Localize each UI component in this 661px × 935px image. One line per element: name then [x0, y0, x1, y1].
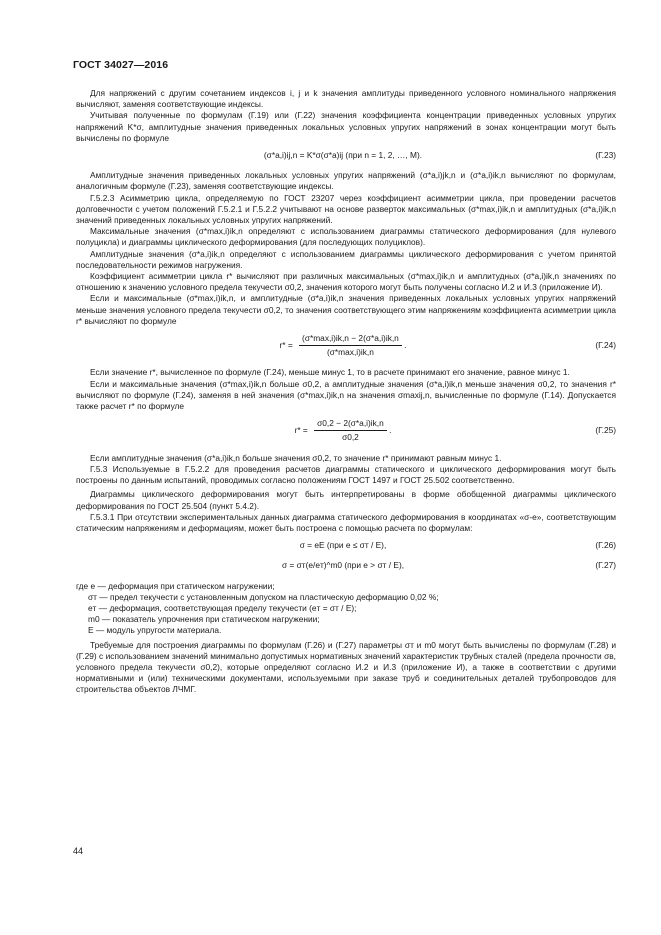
paragraph: Г.5.2.3 Асимметрию цикла, определяемую по ГОСТ 23207 через коэффициент асимметрии цикла, при проведении расчетов долговечности с учетом положений Г.5.2.1 и Г.5.2.2 учитывают на основе разверток максимальных (σ*max,i)ik,n и амплитудных (σ*a,i)ik,n значений приведенных локальных условных упругих напряжений. — [76, 192, 616, 226]
equation-lhs: r* = — [294, 425, 308, 436]
paragraph: Если амплитудные значения (σ*a,i)ik,n больше значения σ0,2, то значение r* принимают равным минус 1. — [90, 452, 502, 463]
equation-number: (Г.26) — [595, 540, 616, 551]
fraction — [314, 418, 387, 443]
paragraph: Для напряжений с другим сочетанием индексов i, j и k значения амплитуды приведенного условного номинального напряжения вычисляют, заменяя соответствующие индексы. — [76, 88, 616, 110]
page-number: 44 — [73, 846, 84, 856]
equation-number: (Г.23) — [595, 150, 616, 161]
definition-item: m0 — показатель упрочнения при статическом нагружении; — [88, 614, 320, 625]
definition-item: где e — деформация при статическом нагружении; — [76, 580, 275, 591]
paragraph: Если и максимальные (σ*max,i)ik,n, и амплитудные (σ*a,i)ik,n значения приведенных локальных условных упругих напряжений меньше значения условного предела текучести σ0,2, то значения соответствующего этим напряжениям коэффициента асимметрии цикла r* вычисляют по формуле — [76, 293, 616, 326]
paragraph: Г.5.3.1 При отсутствии экспериментальных данных диаграмма статического деформирования в координатах «σ-e», соответствующим статическим напряжениям и деформациям, может быть построена с помощью расчета по формулам: — [76, 511, 616, 533]
equation-number: (Г.27) — [595, 560, 616, 571]
page-body — [76, 88, 616, 696]
paragraph: Если значение r*, вычисленное по формуле (Г.24), меньше минус 1, то в расчете принимают его значение, равное минус 1. — [90, 367, 570, 378]
paragraph: Амплитудные значения (σ*a,i)ik,n определяют с использованием диаграммы циклического деформирования с учетом принятой последовательности режимов нагружения. — [76, 248, 616, 270]
fraction — [299, 333, 402, 358]
equation-expression: (σ*a,i)ij,n = K*σ(σ*a)ij (при n = 1, 2, …, M). — [263, 150, 423, 161]
paragraph: Учитывая полученные по формулам (Г.19) или (Г.22) значения коэффициента концентрации приведенных условных упругих напряжений K*σ, амплитудные значения приведенных локальных условных упругих напряжений в зонах концентрации могут быть вычислены по формуле — [76, 110, 616, 143]
equation-lhs: r* = — [279, 339, 293, 350]
equation-tail: . — [389, 425, 392, 436]
paragraph: Если и максимальные значения (σ*max,i)ik,n больше σ0,2, а амплитудные значения (σ*a,i)ik,n меньше значения σ0,2, то значения r* вычисляют по формуле (Г.24), заменяя в ней значения (σ*max,i)ik,n на значения σmaxij,n, вычисленные по формуле (Г.14). Допускается также расчет r* по формуле — [76, 378, 616, 412]
paragraph: Диаграммы циклического деформирования могут быть интерпретированы в форме обобщенной диаграммы циклического деформирования по ГОСТ 25.504 (пункт 5.4.2). — [76, 489, 616, 511]
paragraph: Коэффициент асимметрии цикла r* вычисляют при различных максимальных (σ*max,i)ik,n и амплитудных (σ*a,i)ik,n значениях по отношению к значению условного предела текучести σ0,2, значения которого могут быть получены согласно И.2 и И.3 (приложение И). — [76, 271, 616, 293]
equation-expression: σ = σт(e/eт)^m0 (при e > σт / E), — [281, 560, 405, 571]
equation-g23 — [76, 150, 616, 161]
paragraph: Г.5.3 Используемые в Г.5.2.2 для проведения расчетов диаграммы статического и циклического деформирования могут быть построены по данным испытаний, проводимых согласно положениям ГОСТ 1497 и ГОСТ 25.502 соответственно. — [76, 463, 616, 486]
equation-expression: σ = eE (при e ≤ σт / E), — [299, 540, 387, 551]
document-header: ГОСТ 34027—2016 — [73, 59, 169, 71]
paragraph: Амплитудные значения приведенных локальных условных упругих напряжений (σ*a,i)jk,n и (σ*a,i)ik,n вычисляют по формулам, аналогичным формуле (Г.23), заменяя соответствующие индексы. — [76, 170, 616, 192]
equation-tail: . — [404, 339, 407, 350]
definition-item: E — модуль упругости материала. — [88, 625, 222, 636]
definitions-list — [76, 581, 616, 637]
paragraph: Максимальные значения (σ*max,i)ik,n определяют с использованием диаграммы статического деформирования (для нулевого полуцикла) и диаграммы циклического деформирования (для последующих полуциклов). — [76, 226, 616, 248]
definition-item: eт — деформация, соответствующая пределу текучести (eт = σт / E); — [88, 602, 357, 613]
fraction-denominator: (σ*max,i)ik,n — [327, 347, 374, 358]
equation-g27 — [76, 560, 616, 571]
equation-expression — [76, 333, 580, 358]
fraction-numerator: σ0,2 − 2(σ*a,i)ik,n — [314, 418, 387, 431]
fraction-numerator: (σ*max,i)ik,n − 2(σ*a,i)ik,n — [299, 333, 402, 346]
definition-item: σт — предел текучести с установленным допуском на пластическую деформацию 0,02 %; — [88, 591, 439, 602]
paragraph: Требуемые для построения диаграммы по формулам (Г.26) и (Г.27) параметры σт и m0 могут быть вычислены по формулам (Г.28) и (Г.29) с использованием значений минимально допустимых нормативных значений характеристик трубных сталей (предела прочности σв, условного предела текучести σ0,2), которые определяют согласно И.2 и И.3 (приложение И), а также в соответствии с другими нормативными и (или) техническими документами, используемыми при заказе труб и соединительных деталей трубопроводов для строительства объектов ЛЧМГ. — [76, 639, 616, 695]
equation-g25 — [76, 418, 616, 443]
equation-g24 — [76, 333, 616, 358]
equation-expression — [76, 418, 580, 443]
fraction-denominator: σ0,2 — [342, 432, 359, 443]
equation-number: (Г.25) — [595, 425, 616, 436]
equation-number: (Г.24) — [595, 340, 616, 351]
equation-g26 — [76, 540, 616, 551]
